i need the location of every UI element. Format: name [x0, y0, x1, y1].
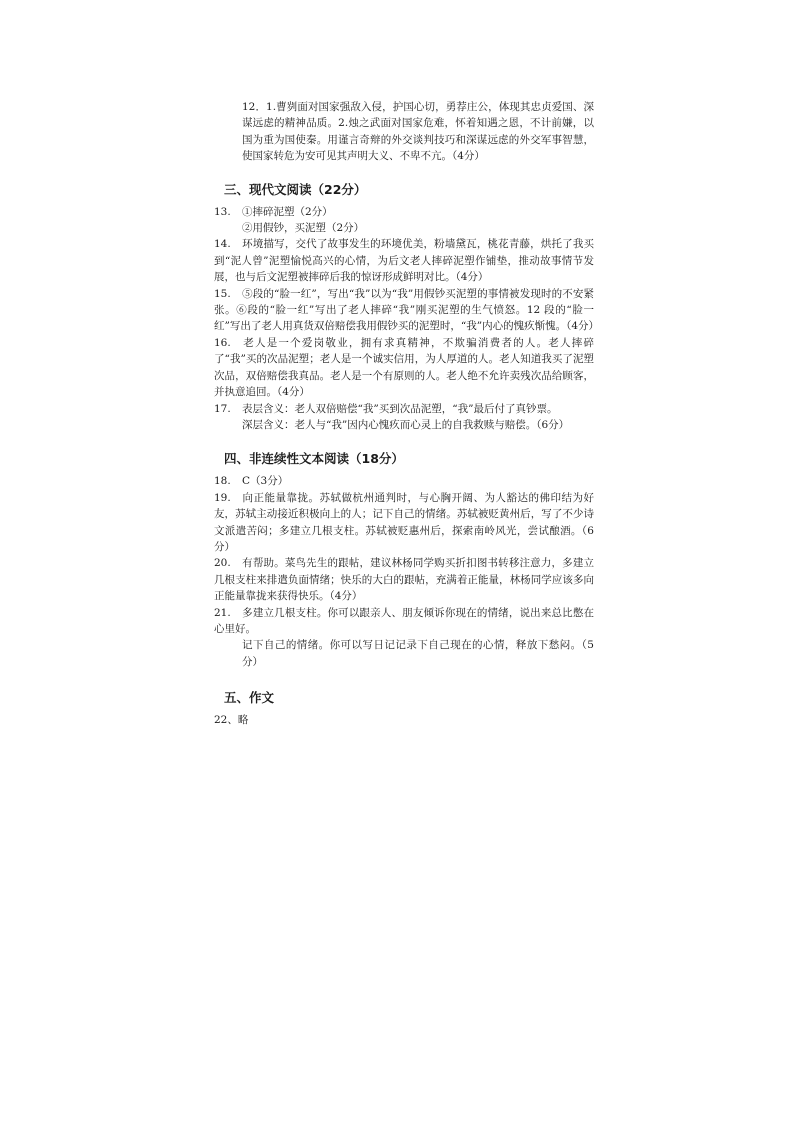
answer-17	[214, 401, 594, 434]
answer-14	[214, 236, 594, 285]
answer-16-text: 老人是一个爱岗敬业，拥有求真精神，不欺骗消费者的人。老人摔碎了“我”买的次品泥塑；老人是一个诚实信用，为人厚道的人。老人知道我买了泥塑次品，双倍赔偿我真品。老人是一个有原则的人。老人绝不允许卖残次品给顾客，并执意追回。（4分）	[214, 336, 594, 399]
answer-21-line-1: 多建立几根支柱。你可以跟亲人、朋友倾诉你现在的情绪，说出来总比憋在心里好。	[214, 606, 594, 635]
answer-key-content	[214, 99, 600, 729]
answer-15-text: ⑤段的“脸一红”，写出“我”以为“我”用假钞买泥塑的事情被发现时的不安紧张。⑥段的“脸一红”写出了老人摔碎“我”刚买泥塑的生气愤怒。12 段的“脸一红”写出了老人用真货双倍赔偿我用假钞买的泥塑时，“我”内心的愧疚惭愧。（4分）	[214, 287, 600, 333]
answer-19	[214, 490, 594, 556]
answer-12: 12．1.曹刿面对国家强敌入侵，护国心切，勇荐庄公，体现其忠贞爱国、深谋远虑的精神品质。2.烛之武面对国家危难，怀着知遇之恩，不计前嫌，以国为重为国使秦。用谨言奇辩的外交谈判技巧和深谋远虑的外交军事智慧，使国家转危为安可见其声明大义、不卑不亢。（4分）	[242, 101, 594, 163]
section-heading-nonlinear-reading: 四、非连续性文本阅读（18分）	[224, 451, 404, 467]
answer-21-line-2: 记下自己的情绪。你可以写日记记录下自己现在的心情，释放下愁闷。（5分）	[242, 639, 594, 668]
answer-13-line-1: ①摔碎泥塑（2分）	[242, 205, 333, 218]
section-heading-composition: 五、作文	[224, 690, 275, 706]
answer-14-text: 环境描写，交代了故事发生的环境优美，粉墙黛瓦，桃花青藤，烘托了我买到“泥人曾”泥塑愉悦高兴的心情，为后文老人摔碎泥塑作铺垫，推动故事情节发展，也与后文泥塑被摔碎后我的惊讶形成鲜明对比。（4分）	[214, 238, 594, 284]
question-number: 21.	[214, 606, 231, 619]
question-number: 19.	[214, 491, 231, 504]
question-number: 20.	[214, 557, 231, 570]
answer-21	[214, 605, 594, 671]
answer-22: 22、略	[214, 714, 249, 727]
question-number: 17.	[214, 402, 231, 415]
answer-16	[214, 335, 594, 401]
question-number: 15.	[214, 287, 231, 300]
question-number: 18.	[214, 475, 231, 488]
question-number: 16.	[214, 336, 231, 349]
answer-15	[214, 286, 600, 335]
answer-13	[214, 204, 594, 237]
answer-20-text: 有帮助。菜鸟先生的跟帖，建议林杨同学购买折扣图书转移注意力，多建立几根支柱来排遣负面情绪；快乐的大白的跟帖，充满着正能量，林杨同学应该多向正能量靠拢来获得快乐。（4分）	[214, 557, 594, 603]
answer-13-line-2: ②用假钞，买泥塑（2分）	[242, 222, 365, 235]
question-number: 13.	[214, 205, 231, 218]
answer-17-line-2: 深层含义：老人与“我”因内心愧疚而心灵上的自我救赎与赔偿。（6分）	[242, 418, 570, 431]
section-heading-modern-reading: 三、现代文阅读（22分）	[224, 181, 367, 197]
answer-18-text: C（3分）	[242, 475, 289, 488]
answer-20	[214, 555, 594, 604]
answer-19-text: 向正能量靠拢。苏轼做杭州通判时，与心胸开阔、为人豁达的佛印结为好友，苏轼主动接近积极向上的人；记下自己的情绪。苏轼被贬黄州后，写了不少诗文派遣苦闷；多建立几根支柱。苏轼被贬惠州后，探索南岭风光，尝试酿酒。（6分）	[214, 491, 594, 553]
answer-17-line-1: 表层含义：老人双倍赔偿“我”买到次品泥塑，“我”最后付了真钞票。	[242, 402, 558, 415]
answer-18	[214, 473, 594, 489]
question-number: 14.	[214, 238, 231, 251]
